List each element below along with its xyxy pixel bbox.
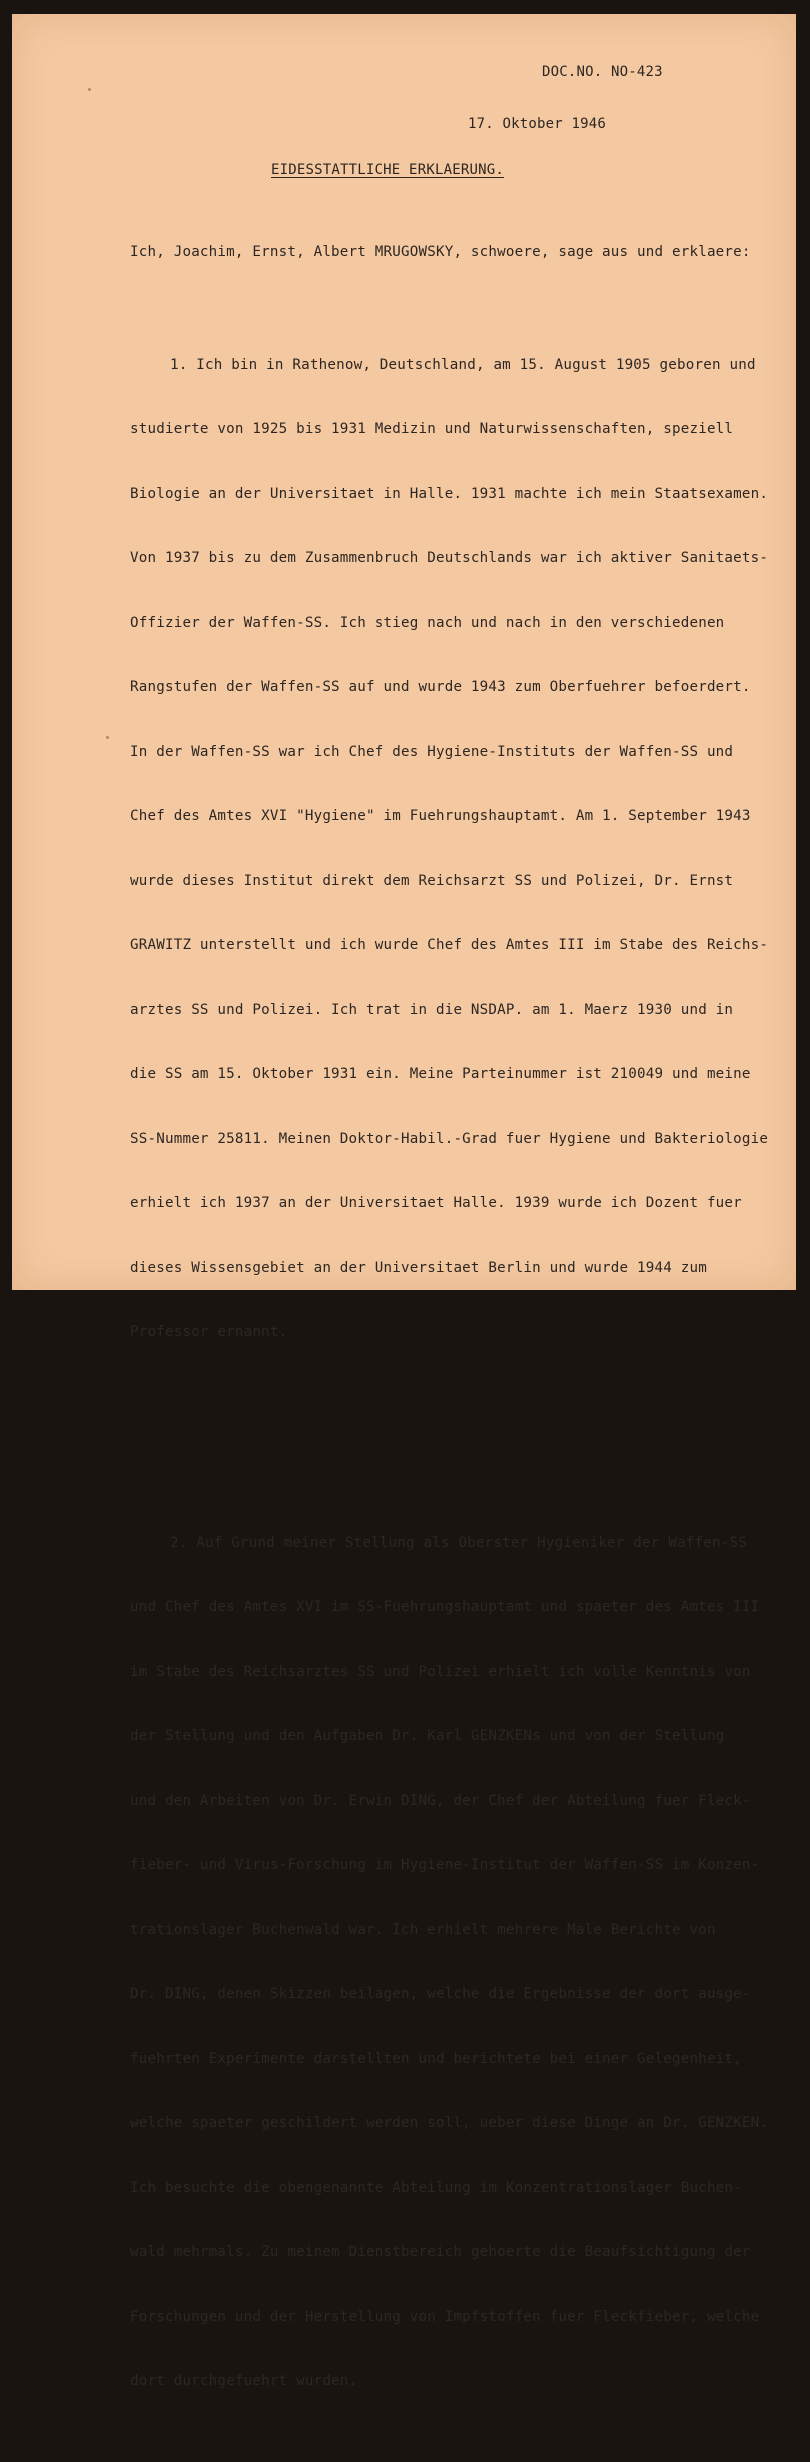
text-line: 1. Ich bin in Rathenow, Deutschland, am 15. August 1905 geboren und	[170, 356, 756, 373]
text-line: und Chef des Amtes XVI im SS-Fuehrungshauptamt und spaeter des Amtes III	[130, 1599, 760, 1615]
text-line: erhielt ich 1937 an der Universitaet Halle. 1939 wurde ich Dozent fuer	[130, 1195, 742, 1211]
text-line: wald mehrmals. Zu meinem Dienstbereich gehoerte die Beaufsichtigung der	[130, 2244, 751, 2260]
paragraph-gap	[130, 1429, 770, 1447]
text-line: und den Arbeiten von Dr. Erwin DING, der Chef der Abteilung fuer Fleck-	[130, 1792, 751, 1809]
paragraph-1	[130, 317, 770, 1381]
text-line: Von 1937 bis zu dem Zusammenbruch Deutschlands war ich aktiver Sanitaets-	[130, 550, 769, 566]
text-line: In der Waffen-SS war ich Chef des Hygiene-Instituts der Waffen-SS und	[130, 743, 734, 760]
text-line: 2. Auf Grund meiner Stellung als Oberster Hygieniker der Waffen-SS	[170, 1534, 747, 1551]
text-line: welche spaeter geschildert werden soll, ueber diese Dinge an Dr. GENZKEN.	[130, 2115, 769, 2131]
text-line: Ich besuchte die obengenannte Abteilung im Konzentrationslager Buchen-	[130, 2179, 742, 2196]
document-page	[12, 14, 796, 2389]
document-body	[130, 204, 770, 2462]
text-line: Forschungen und der Herstellung von Impfstoffen fuer Fleckfieber, welche	[130, 2308, 760, 2325]
text-line: Chef des Amtes XVI "Hygiene" im Fuehrungshauptamt. Am 1. September 1943	[130, 808, 751, 824]
text-line: studierte von 1925 bis 1931 Medizin und Naturwissenschaften, speziell	[130, 421, 734, 437]
paragraph-2	[130, 1495, 770, 2430]
paper-speck	[106, 736, 109, 739]
text-line: dieses Wissensgebiet an der Universitaet Berlin und wurde 1944 zum	[130, 1259, 707, 1276]
text-line: im Stabe des Reichsarztes SS und Polizei erhielt ich volle Kenntnis von	[130, 1663, 751, 1680]
document-date: 17. Oktober 1946	[468, 116, 607, 132]
text-line: Biologie an der Universitaet in Halle. 1931 machte ich mein Staatsexamen.	[130, 485, 769, 502]
text-line: SS-Nummer 25811. Meinen Doktor-Habil.-Grad fuer Hygiene und Bakteriologie	[130, 1130, 769, 1147]
text-line: GRAWITZ unterstellt und ich wurde Chef des Amtes III im Stabe des Reichs-	[130, 937, 769, 953]
paper-speck	[88, 88, 91, 91]
document-title: EIDESSTATTLICHE ERKLAERUNG.	[271, 162, 504, 178]
text-line: fieber- und Virus-Forschung im Hygiene-Institut der Waffen-SS im Konzen-	[130, 1857, 760, 1873]
text-line: trationslager Buchenwald war. Ich erhielt mehrere Male Berichte von	[130, 1921, 716, 1938]
text-line: die SS am 15. Oktober 1931 ein. Meine Parteinummer ist 210049 und meine	[130, 1066, 751, 1082]
text-line: der Stellung und den Aufgaben Dr. Karl GENZKENs und von der Stellung	[130, 1728, 725, 1744]
text-line: fuehrten Experimente darstellten und berichtete bei einer Gelegenheit,	[130, 2050, 742, 2067]
text-line: dort durchgefuehrt wurden.	[130, 2373, 358, 2389]
text-line: Professor ernannt.	[130, 1324, 288, 1340]
text-line: wurde dieses Institut direkt dem Reichsarzt SS und Polizei, Dr. Ernst	[130, 872, 734, 889]
text-line: Offizier der Waffen-SS. Ich stieg nach und nach in den verschiedenen	[130, 614, 725, 631]
text-line: arztes SS und Polizei. Ich trat in die NSDAP. am 1. Maerz 1930 und in	[130, 1001, 734, 1018]
text-line: Dr. DING, denen Skizzen beilagen, welche die Ergebnisse der dort ausge-	[130, 1986, 751, 2002]
intro-line: Ich, Joachim, Ernst, Albert MRUGOWSKY, schwoere, sage aus und erklaere:	[130, 244, 751, 260]
text-line: Rangstufen der Waffen-SS auf und wurde 1943 zum Oberfuehrer befoerdert.	[130, 679, 751, 695]
document-number: DOC.NO. NO-423	[542, 64, 663, 80]
